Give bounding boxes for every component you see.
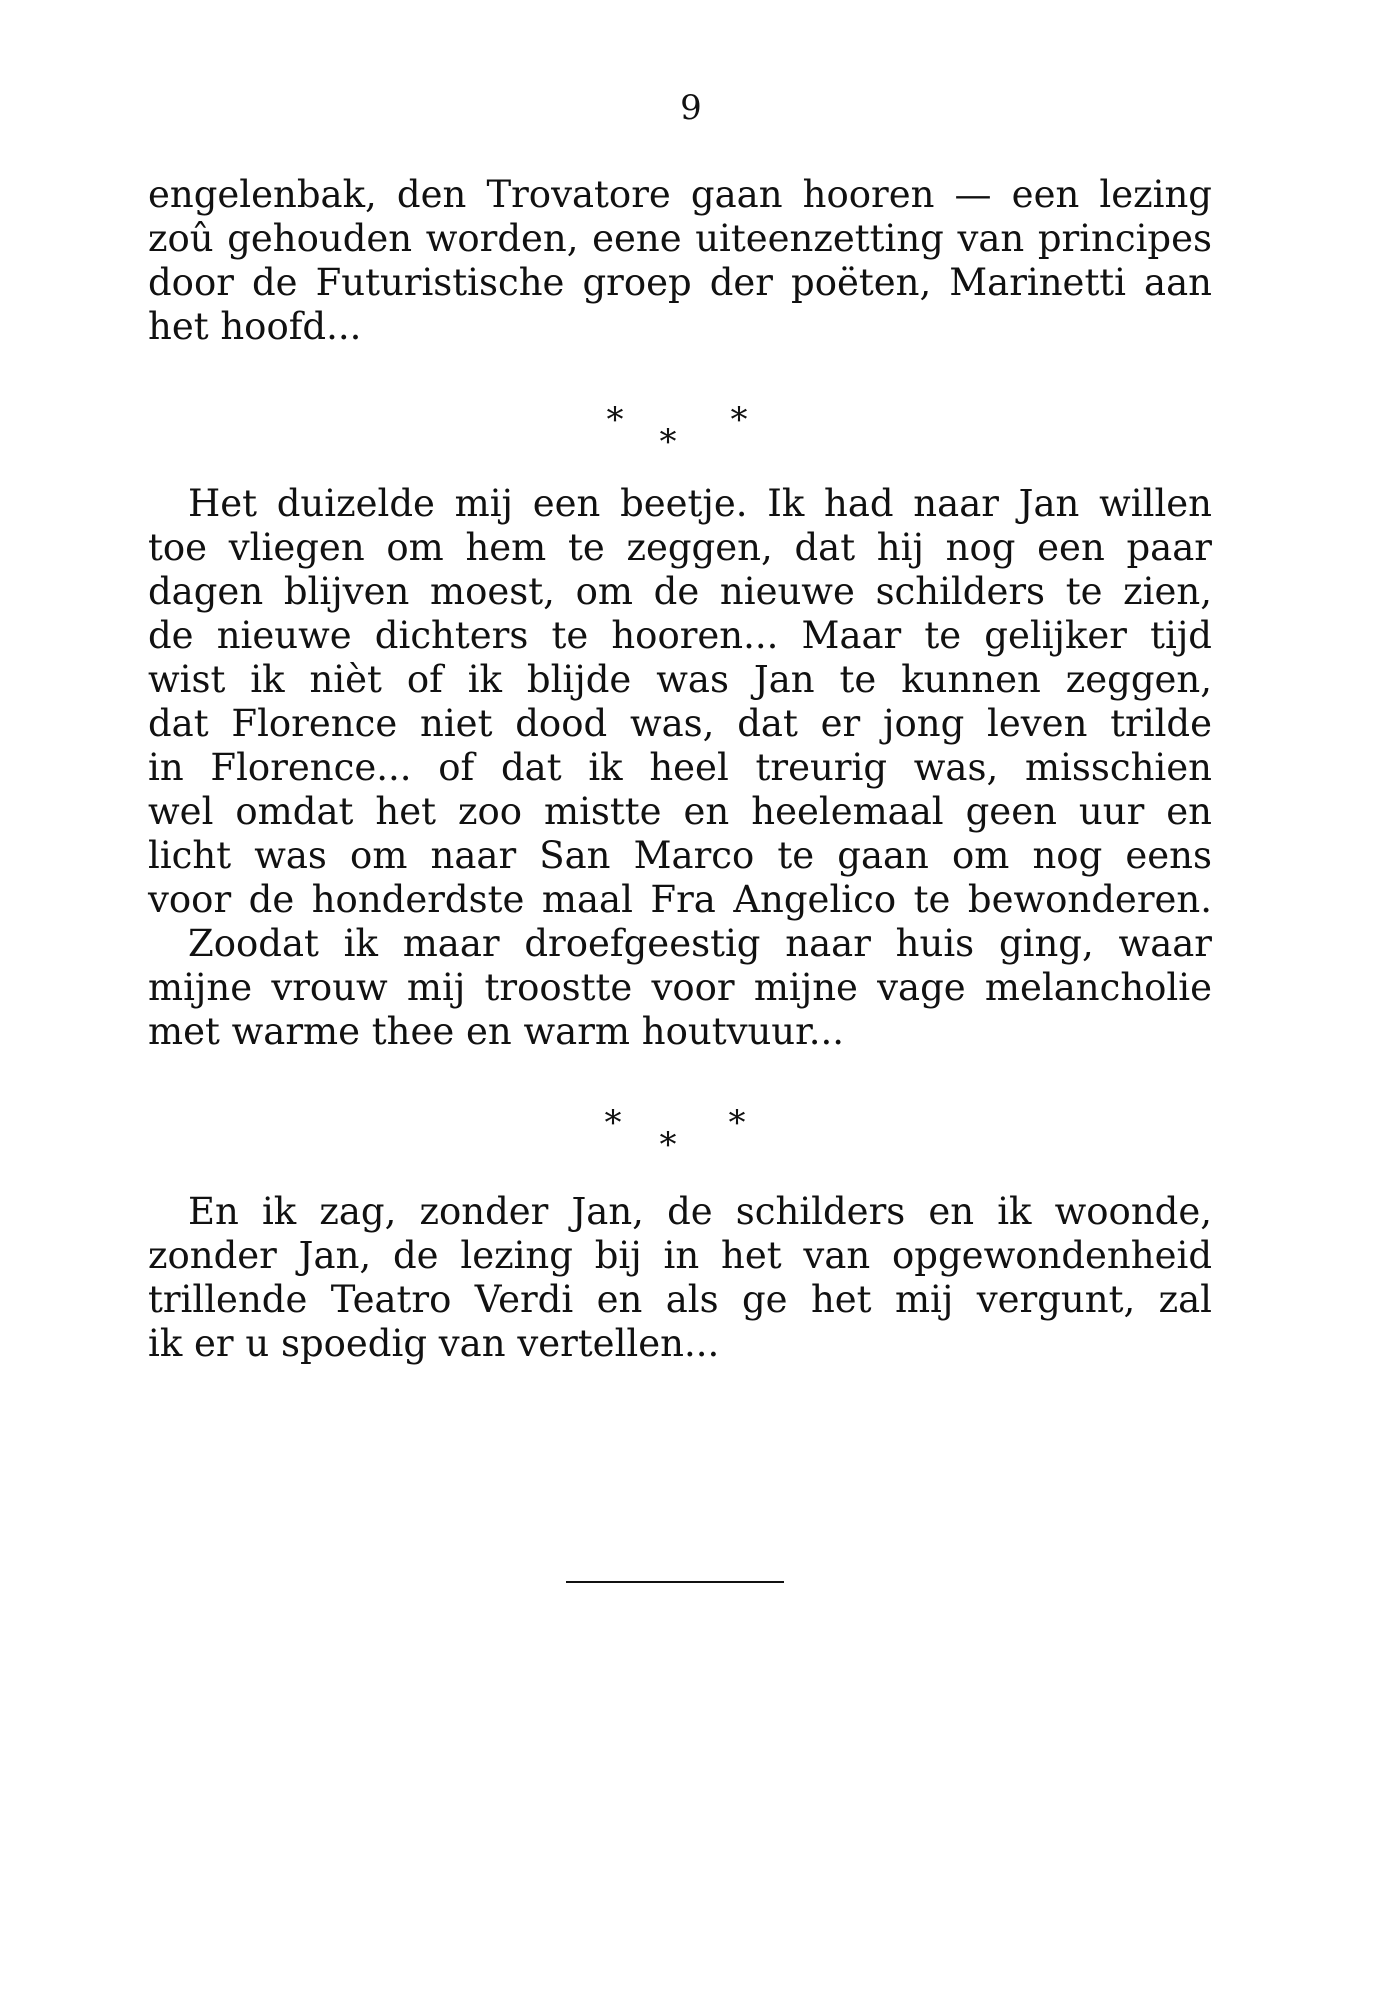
asterisk: * (606, 400, 624, 440)
text-line: zonder Jan, de lezing bij in het van opgewondenheid (148, 1234, 1212, 1277)
text-line: wel omdat het zoo mistte en heelemaal geen uur en (148, 790, 1212, 833)
text-line: voor de honderdste maal Fra Angelico te bewonderen. (148, 878, 1212, 921)
text-line: trillende Teatro Verdi en als ge het mij vergunt, zal (148, 1278, 1212, 1321)
text-line: Zoodat ik maar droefgeestig naar huis ging, waar (188, 922, 1212, 965)
asterisk: * (659, 1125, 677, 1165)
section-separator (0, 395, 1382, 462)
text-line: engelenbak, den Trovatore gaan hooren — een lezing (148, 173, 1212, 216)
text-line: mijne vrouw mij troostte voor mijne vage melancholie (148, 966, 1212, 1009)
text-line: de nieuwe dichters te hooren... Maar te gelijker tijd (148, 614, 1212, 657)
text-line: in Florence... of dat ik heel treurig was, misschien (148, 746, 1212, 789)
asterisk: * (730, 400, 748, 440)
text-line: Het duizelde mij een beetje. Ik had naar Jan willen (188, 482, 1212, 525)
asterisk: * (659, 422, 677, 462)
text-line: door de Futuristische groep der poëten, Marinetti aan (148, 261, 1212, 304)
asterisk: * (728, 1103, 746, 1143)
text-line: ik er u spoedig van vertellen... (148, 1322, 720, 1365)
text-line: dat Florence niet dood was, dat er jong leven trilde (148, 702, 1212, 745)
text-line: met warme thee en warm houtvuur... (148, 1010, 845, 1053)
text-line: dagen blijven moest, om de nieuwe schilders te zien, (148, 570, 1212, 613)
text-line: En ik zag, zonder Jan, de schilders en ik woonde, (188, 1190, 1212, 1233)
page-number: 9 (680, 88, 702, 128)
text-line: wist ik nièt of ik blijde was Jan te kunnen zeggen, (148, 658, 1212, 701)
text-line: het hoofd... (148, 305, 362, 348)
text-line: zoû gehouden worden, eene uiteenzetting van principes (148, 217, 1212, 260)
text-line: licht was om naar San Marco te gaan om nog eens (148, 834, 1212, 877)
end-rule (566, 1581, 784, 1583)
asterisk: * (604, 1103, 622, 1143)
section-separator (0, 1098, 1382, 1165)
text-line: toe vliegen om hem te zeggen, dat hij nog een paar (148, 526, 1212, 569)
